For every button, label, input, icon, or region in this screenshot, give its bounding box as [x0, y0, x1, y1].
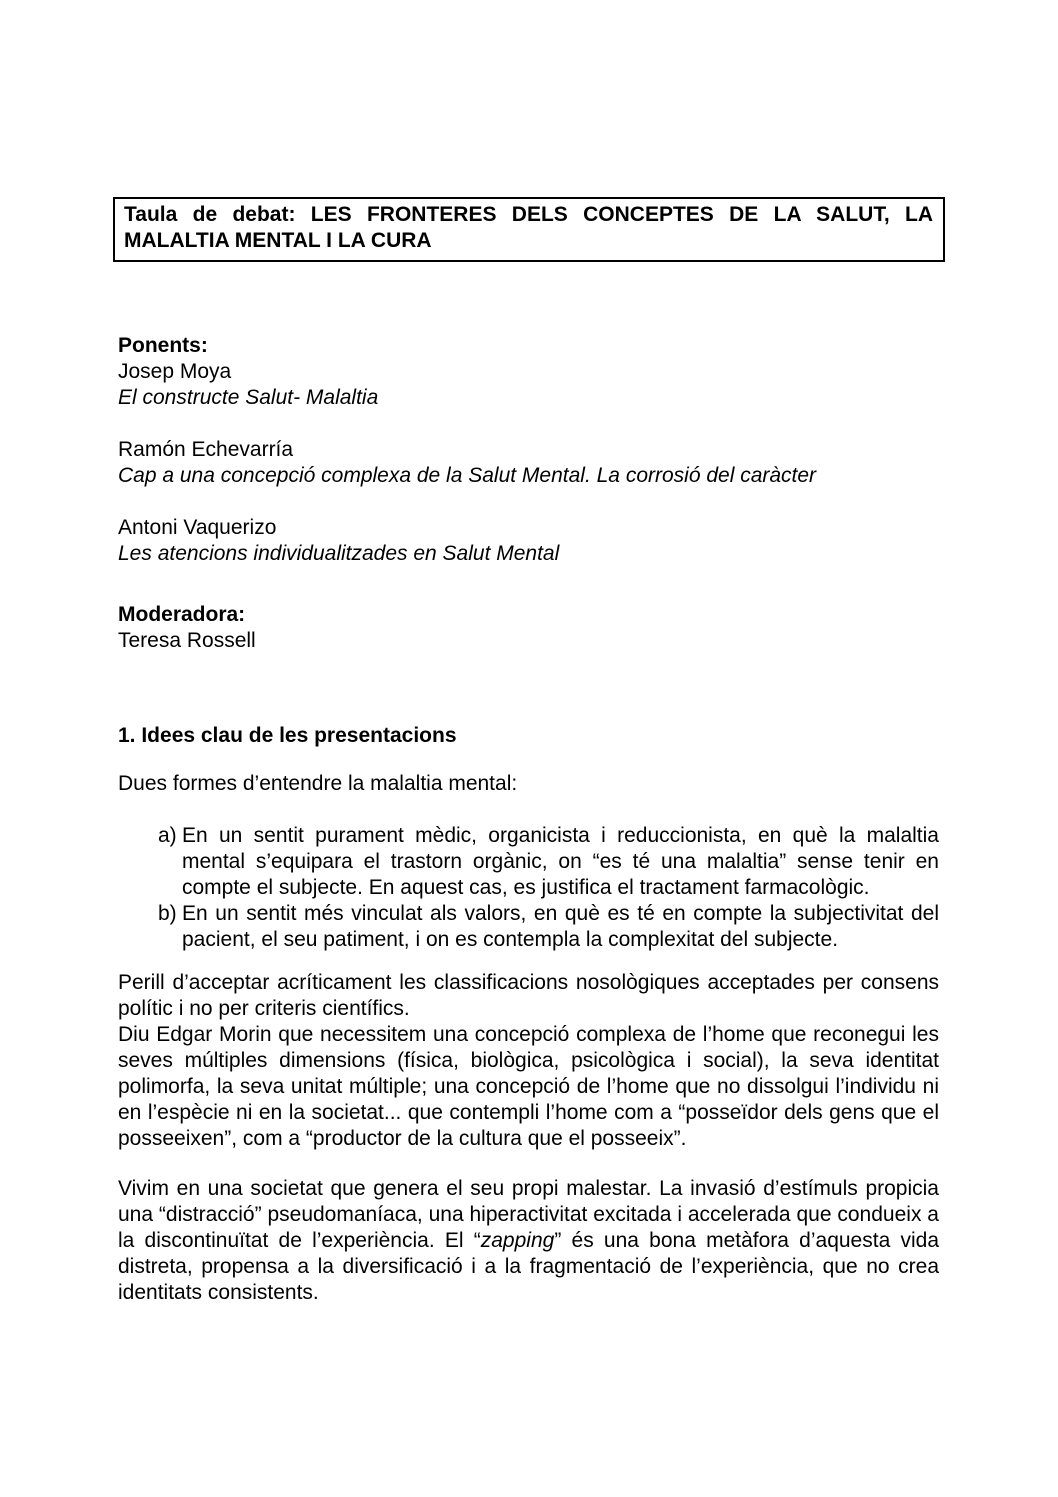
paragraph-perill: Perill d’acceptar acríticament les classificacions nosològiques acceptades per consens polític i no per criteris científics. — [118, 971, 939, 1020]
list-item — [118, 823, 939, 901]
document-title: Taula de debat: LES FRONTERES DELS CONCEPTES DE LA SALUT, LA MALALTIA MENTAL I LA CURA — [124, 203, 933, 252]
list-marker: a) — [158, 824, 177, 847]
speaker-talk-title: El constructe Salut- Malaltia — [118, 386, 379, 409]
paragraph-morin: Diu Edgar Morin que necessitem una concepció complexa de l’home que reconegui les seves múltiples dimensions (física, biològica, psicològica i social), la seva identitat polimorfa, la seva unitat múltiple; una concepció de l’home que no dissolgui l’individu ni en l’espècie ni en la societat... que contempli l’home com a “posseïdor dels gens que el posseeixen”, com a “productor de la cultura que el posseeix”. — [118, 1023, 939, 1150]
paragraph-vivim — [118, 1176, 939, 1306]
list-item-text: En un sentit purament mèdic, organicista i reduccionista, en què la malaltia mental s’equipara el trastorn orgànic, on “es té una malaltia” sense tenir en compte el subjecte. En aquest cas, es justifica el tractament farmacològic. — [182, 824, 939, 899]
paragraph-vivim-zapping: zapping — [480, 1229, 555, 1252]
speaker-entry — [118, 437, 939, 489]
speaker-name: Ramón Echevarría — [118, 438, 294, 461]
title-box — [113, 197, 945, 262]
moderator-label: Moderadora: — [118, 603, 246, 626]
paragraph-vivim-text: ” és una bona metàfora d’aquesta vida distreta, propensa a la diversificació i a la fragmentació de l’experiència, que no crea identitats consistents. — [118, 1229, 939, 1304]
moderator-block — [118, 602, 939, 654]
section-heading: 1. Idees clau de les presentacions — [118, 724, 457, 747]
speaker-talk-title: Les atencions individualitzades en Salut Mental — [118, 542, 560, 565]
section-intro: Dues formes d’entendre la malaltia mental: — [118, 772, 518, 795]
speaker-talk-title: Cap a una concepció complexa de la Salut Mental. La corrosió del caràcter — [118, 464, 817, 487]
list-item — [118, 901, 939, 953]
list-marker: b) — [158, 902, 177, 925]
speaker-name: Antoni Vaquerizo — [118, 516, 277, 539]
speaker-entry — [118, 515, 939, 567]
paragraph-block — [118, 970, 939, 1152]
ponents-label: Ponents: — [118, 334, 208, 357]
moderator-name: Teresa Rossell — [118, 629, 256, 652]
speaker-name: Josep Moya — [118, 360, 232, 383]
list-item-text: En un sentit més vinculat als valors, en què es té en compte la subjectivitat del pacient, el seu patiment, i on es contempla la complexitat del subjecte. — [182, 902, 939, 951]
two-forms-list — [118, 823, 939, 953]
paragraph-vivim-text: Vivim en una societat que genera el seu propi malestar. La invasió d’estímuls propicia una “distracció” pseudomaníaca, una hiperactivitat excitada i accelerada que condueix a la discontinuïtat de l’experiència. El “ — [118, 1177, 939, 1252]
speaker-entry — [118, 359, 939, 411]
